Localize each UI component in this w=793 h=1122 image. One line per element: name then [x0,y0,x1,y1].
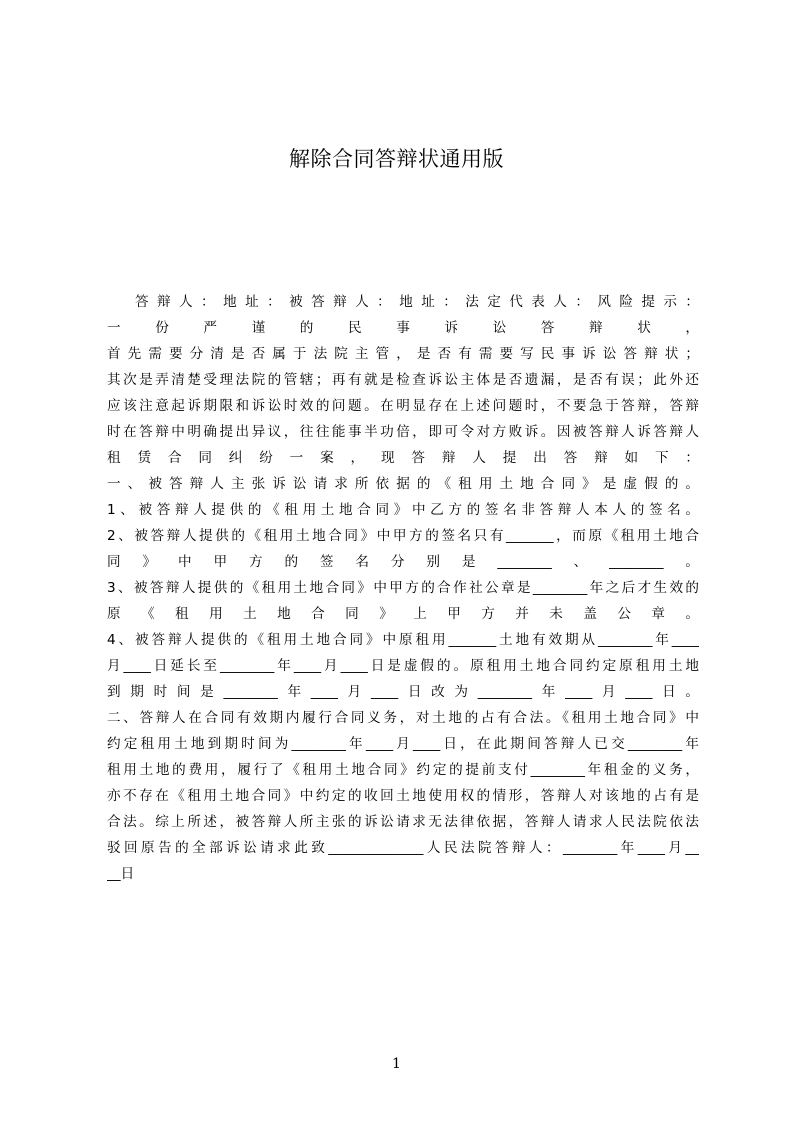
body-line: 3、被答辩人提供的《租用土地合同》中甲方的合作社公章是________年之后才生效的 [107,580,699,596]
body-line: 1、被答辩人提供的《租用土地合同》中乙方的签名非答辩人本人的签名。 [107,502,699,518]
body-line: 2、被答辩人提供的《租用土地合同》中甲方的签名只有_______，而原《租用土地合 [107,528,699,544]
body-line: 同》中甲方的签名分别是________、________。 [107,554,699,570]
body-line: 首先需要分清是否属于法院主管，是否有需要写民事诉讼答辩状； [107,346,699,362]
body-line: 约定租用土地到期时间为________年____月____日，在此期间答辩人已交________年 [107,736,699,752]
body-line: 合法。综上所述，被答辩人所主张的诉讼请求无法律依据，答辩人请求人民法院依法 [107,814,699,830]
document-body [107,289,699,887]
body-line: __日 [107,866,135,882]
body-line: 租用土地的费用，履行了《租用土地合同》约定的提前支付________年租金的义务， [107,762,699,778]
body-line: 到期时间是________年____月____日改为________年____月____日。 [107,684,699,700]
body-line: 一、被答辩人主张诉讼请求所依据的《租用土地合同》是虚假的。 [107,476,699,492]
body-line: 一份严谨的民事诉讼答辩状， [107,320,699,336]
body-line: 原《租用土地合同》上甲方并未盖公章。 [107,606,699,622]
body-line: 4、被答辩人提供的《租用土地合同》中原租用_______土地有效期从________年____ [107,632,699,648]
body-line: 租赁合同纠纷一案，现答辩人提出答辩如下： [107,450,699,466]
body-line: 驳回原告的全部诉讼请求此致______________人民法院答辩人：________年____月__ [107,840,699,856]
body-line: 二、答辩人在合同有效期内履行合同义务，对土地的占有合法。《租用土地合同》中 [107,710,699,726]
body-line: 月____日延长至________年____月____日是虚假的。原租用土地合同约定原租用土地 [107,658,699,674]
page-number: 1 [392,1056,401,1072]
document-title: 解除合同答辩状通用版 [289,147,504,171]
body-line: 其次是弄清楚受理法院的管辖；再有就是检查诉讼主体是否遗漏，是否有误；此外还 [107,372,699,388]
body-line: 时在答辩中明确提出异议，往往能事半功倍，即可令对方败诉。因被答辩人诉答辩人 [107,424,699,440]
body-line: 应该注意起诉期限和诉讼时效的问题。在明显存在上述问题时，不要急于答辩，答辩 [107,398,699,414]
body-line: 答辩人：地址：被答辩人：地址：法定代表人：风险提示： [135,294,699,310]
body-line: 亦不存在《租用土地合同》中约定的收回土地使用权的情形，答辩人对该地的占有是 [107,788,699,804]
